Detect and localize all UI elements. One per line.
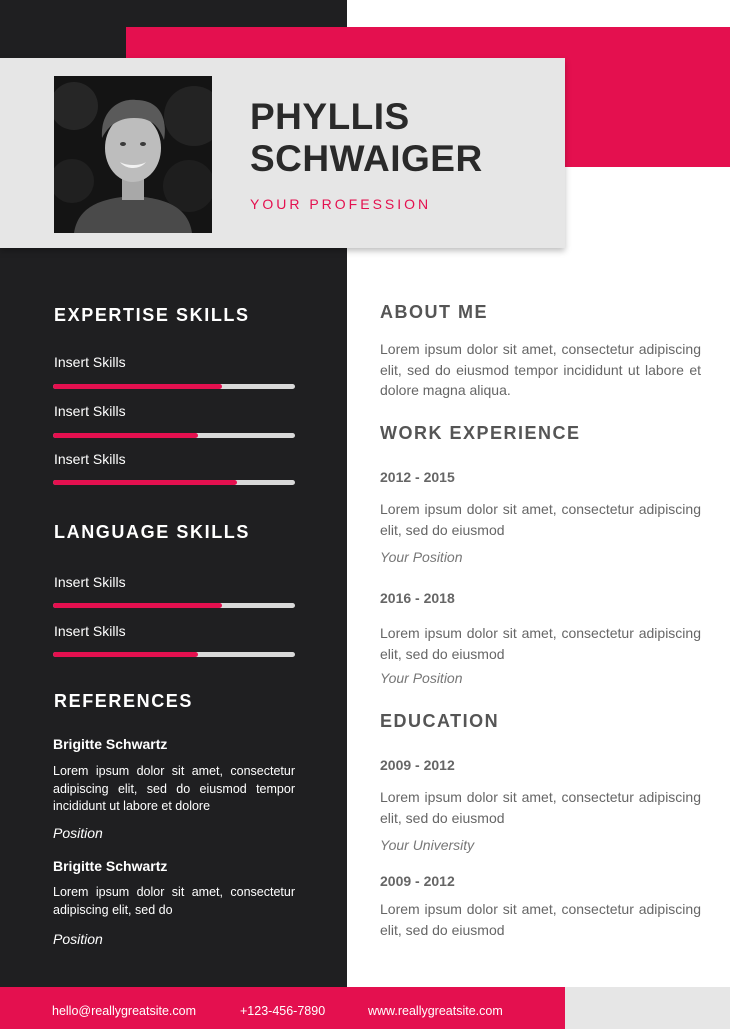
skill-bar-fill — [53, 384, 222, 389]
expertise-skill-bar — [53, 433, 295, 438]
reference-name: Brigitte Schwartz — [53, 858, 168, 874]
header-box — [0, 58, 565, 248]
reference-text: Lorem ipsum dolor sit amet, consectetur adipiscing elit, sed do eiusmod tempor incididunt ut labore et dolore — [53, 764, 295, 813]
skill-bar-fill — [53, 652, 198, 657]
education-date: 2009 - 2012 — [380, 757, 455, 773]
education-description: Lorem ipsum dolor sit amet, consectetur adipiscing elit, sed do eiusmod — [380, 789, 701, 826]
reference-text: Lorem ipsum dolor sit amet, consectetur adipiscing elit, sed do — [53, 885, 295, 917]
expertise-skill-label: Insert Skills — [54, 403, 126, 419]
footer-email: hello@reallygreatsite.com — [52, 1004, 197, 1018]
language-skill-bar — [53, 652, 295, 657]
skill-bar-fill — [53, 603, 222, 608]
expertise-skill-bar — [53, 384, 295, 389]
expertise-skills-heading: EXPERTISE SKILLS — [54, 305, 250, 325]
education-description: Lorem ipsum dolor sit amet, consectetur adipiscing elit, sed do eiusmod — [380, 901, 701, 938]
skill-bar-fill — [53, 433, 198, 438]
footer-accent-grey — [565, 987, 730, 1029]
work-description: Lorem ipsum dolor sit amet, consectetur adipiscing elit, sed do eiusmod — [380, 625, 701, 662]
expertise-skill-bar — [53, 480, 295, 485]
skill-bar-fill — [53, 480, 237, 485]
reference-name: Brigitte Schwartz — [53, 736, 168, 752]
candidate-name — [250, 96, 483, 180]
expertise-skill-label: Insert Skills — [54, 354, 126, 370]
language-skill-label: Insert Skills — [54, 574, 126, 590]
reference-position: Position — [53, 825, 103, 841]
language-skills-heading: LANGUAGE SKILLS — [54, 522, 251, 542]
footer-website: www.reallygreatsite.com — [368, 1004, 503, 1018]
work-experience-heading: WORK EXPERIENCE — [380, 423, 581, 443]
work-position: Your Position — [380, 670, 463, 686]
about-me-text: Lorem ipsum dolor sit amet, consectetur adipiscing elit, sed do eiusmod tempor incididunt ut labore et dolore magna aliqua. — [380, 341, 701, 398]
name-last: SCHWAIGER — [250, 138, 483, 179]
language-skill-bar — [53, 603, 295, 608]
language-skill-label: Insert Skills — [54, 623, 126, 639]
reference-position: Position — [53, 931, 103, 947]
work-date: 2012 - 2015 — [380, 469, 455, 485]
name-first: PHYLLIS — [250, 96, 410, 137]
profession-title: YOUR PROFESSION — [250, 196, 432, 212]
work-description: Lorem ipsum dolor sit amet, consectetur adipiscing elit, sed do eiusmod — [380, 501, 701, 538]
education-date: 2009 - 2012 — [380, 873, 455, 889]
work-date: 2016 - 2018 — [380, 590, 455, 606]
person-photo-icon — [54, 76, 212, 233]
education-institution: Your University — [380, 837, 475, 853]
profile-photo — [54, 76, 212, 233]
work-position: Your Position — [380, 549, 463, 565]
about-me-heading: ABOUT ME — [380, 302, 488, 322]
footer-phone: +123-456-7890 — [240, 1004, 326, 1018]
expertise-skill-label: Insert Skills — [54, 451, 126, 467]
references-heading: REFERENCES — [54, 691, 194, 711]
education-heading: EDUCATION — [380, 711, 500, 731]
